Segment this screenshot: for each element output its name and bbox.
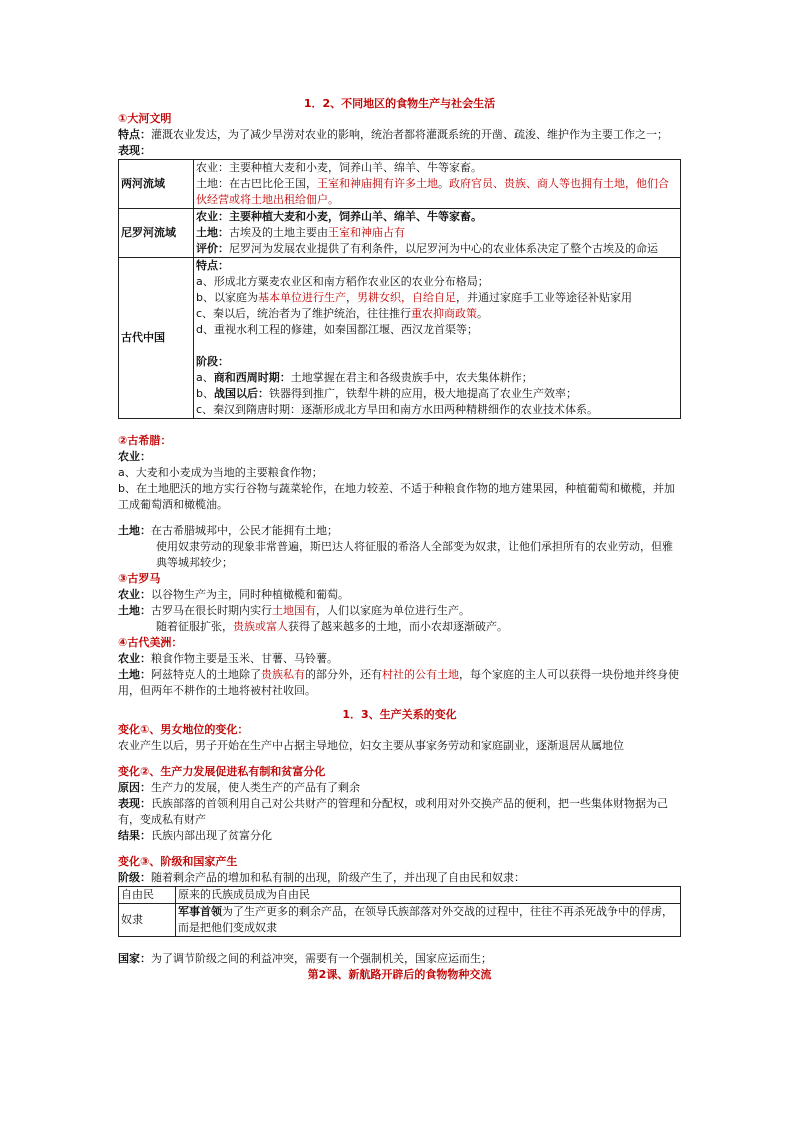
heading-change-1: 变化①、男女地位的变化：	[118, 723, 249, 736]
text-span: 土地掌握在君主和各级贵族手中，农夫集体耕作；	[290, 371, 533, 384]
paragraph-line: 农业产生以后，男子开始在生产中占据主导地位，妇女主要从事家务劳动和家庭副业，逐渐退居从属地位	[118, 739, 624, 752]
cell-line	[196, 176, 678, 208]
paragraph-line	[118, 619, 681, 635]
label-span: 军事首领	[178, 905, 222, 918]
text-span: 生产力的发展，使人类生产的产品有了剩余	[151, 781, 360, 794]
table-cell: 原来的氏族成员成为自由民	[176, 887, 681, 904]
text-span: 氏族内部出现了贫富分化	[151, 829, 272, 842]
paragraph-manifestation	[118, 796, 681, 828]
cell-line	[196, 290, 678, 306]
table-row	[119, 209, 681, 258]
cell-line	[196, 241, 678, 257]
label-class: 阶级：	[118, 871, 151, 884]
cell-line	[196, 370, 678, 386]
label-agriculture: 农业：	[118, 588, 151, 601]
label-reason: 原因：	[118, 781, 151, 794]
text-span: 逐渐形成北方旱田和南方水田两种精耕细作的农业技术体系。	[301, 403, 599, 416]
text-span: a、	[196, 371, 214, 384]
table-row	[119, 887, 681, 904]
text-span: 随着剩余产品的增加和私有制的出现，阶级产生了，并出现了自由民和奴隶：	[151, 871, 525, 884]
content-cell	[194, 258, 681, 419]
text-span: b、	[196, 387, 214, 400]
text-span: 古埃及的土地主要由	[229, 226, 328, 239]
document-page	[118, 96, 681, 982]
cell-line	[196, 225, 678, 241]
spacer	[118, 754, 681, 764]
paragraph-result	[118, 828, 681, 844]
label-state: 国家：	[118, 952, 151, 965]
text-span: 在古希腊城邦中，公民才能拥有土地；	[151, 524, 338, 537]
cell-line: 农业：主要种植大麦和小麦，饲养山羊、绵羊、牛等家畜。	[196, 161, 482, 174]
paragraph-reason	[118, 780, 681, 796]
text-span: 为了调节阶级之间的利益冲突，需要有一个强制机关，国家应运而生；	[151, 952, 492, 965]
label-land: 土地：	[118, 604, 151, 617]
text-span: 土地：在古巴比伦王国，	[196, 177, 317, 190]
highlight-span: 土地国有	[272, 604, 316, 617]
label-span: 评价：	[196, 242, 229, 255]
text-span: 尼罗河为发展农业提供了有利条件，以尼罗河为中心的农业体系决定了整个古埃及的命运	[229, 242, 658, 255]
cell-line	[196, 306, 678, 322]
highlight-span: 政府官员、贵族、商人等也拥有土地，他们合伙经营或将土地出租给佃户。	[196, 177, 669, 206]
cell-line: 农业：主要种植大麦和小麦，饲养山羊、绵羊、牛等家畜。	[196, 210, 482, 223]
text-span: ，每个家庭的主人可以获得一块份地并终身使用，但两年不耕作的土地将被村社收回。	[118, 668, 679, 697]
label-manifestation: 表现：	[118, 144, 151, 157]
spacer	[118, 937, 681, 951]
label-land: 土地：	[118, 668, 151, 681]
lesson-title-2: 第2课、新航路开辟后的食物物种交流	[307, 968, 492, 981]
section-title-1-2: 1．2、不同地区的食物生产与社会生活	[303, 97, 496, 110]
heading-ancient-rome: ③古罗马	[118, 572, 161, 585]
text-features: 灌溉农业发达，为了减少旱涝对农业的影响，统治者都将灌溉系统的开凿、疏浚、维护作为主要工作之一；	[151, 128, 668, 141]
highlight-span: 村社的公有土地	[382, 668, 459, 681]
paragraph-line: 使用奴隶劳动的现象非常普遍，斯巴达人将征服的希洛人全部变为奴隶，让他们承担所有的农业劳动，但雅典等城邦较少；	[156, 540, 673, 569]
highlight-span: 基本单位进行生产	[257, 291, 346, 304]
text-span: 以谷物生产为主，同时种植橄榄和葡萄。	[151, 588, 349, 601]
text-span: 。	[438, 177, 449, 190]
text-span: ，并通过家庭手工业等途径补贴家用	[455, 291, 632, 304]
paragraph-class	[118, 870, 681, 886]
table-row	[119, 904, 681, 937]
text-span: 为了生产更多的剩余产品，在领导氏族部落对外交战的过程中，往往不再杀死战争中的俘虏，而是把他们变成奴隶	[178, 905, 673, 934]
content-cell	[194, 209, 681, 258]
cell-line	[196, 402, 678, 418]
region-cell: 尼罗河流域	[119, 209, 194, 258]
table-cell	[176, 904, 681, 937]
text-span: 氏族部落的首领利用自己对公共财产的管理和分配权，或利用对外交换产品的便利，把一些集体财物据为己有，变成私有财产	[118, 797, 668, 826]
section-title-1-3: 1．3、生产关系的变化	[342, 708, 457, 721]
paragraph-land	[118, 667, 681, 699]
table-row	[119, 160, 681, 209]
spacer	[118, 419, 681, 433]
text-span: 阿兹特克人的土地除了	[151, 668, 261, 681]
text-span: 古罗马在很长时期内实行	[151, 604, 272, 617]
text-span: b、以家庭为	[196, 291, 258, 304]
table-cell: 自由民	[119, 887, 176, 904]
heading-change-2: 变化②、生产力发展促进私有制和贫富分化	[118, 765, 326, 778]
text-span: 的部分外，还有	[305, 668, 382, 681]
paragraph-line: a、大麦和小麦成为当地的主要粮食作物；	[118, 466, 323, 479]
paragraph-land	[118, 603, 681, 619]
highlight-span: 男耕女织，自给自足	[356, 291, 456, 304]
cell-line: 阶段：	[196, 355, 229, 368]
text-span: 。	[477, 307, 489, 320]
text-span: 粮食作物主要是玉米、甘薯、马铃薯。	[151, 652, 338, 665]
cell-line	[196, 386, 678, 402]
content-cell	[194, 160, 681, 209]
label-span: 土地：	[196, 226, 229, 239]
highlight-span: 贵族或富人	[233, 620, 288, 633]
region-cell: 古代中国	[119, 258, 194, 419]
label-agriculture: 农业：	[118, 450, 151, 463]
text-span: 获得了越来越多的土地，而小农却逐渐破产。	[288, 620, 508, 633]
label-result: 结果：	[118, 829, 151, 842]
spacer	[118, 844, 681, 854]
text-span: c、	[196, 403, 214, 416]
heading-ancient-america: ④古代美洲：	[118, 636, 183, 649]
paragraph-land	[118, 523, 681, 539]
cell-line: a、形成北方粟麦农业区和南方稻作农业区的农业分布格局；	[196, 275, 489, 288]
paragraph-state	[118, 951, 681, 967]
label-features: 特点：	[118, 128, 151, 141]
spacer	[118, 513, 681, 523]
text-span: 随着征服扩张，	[156, 620, 233, 633]
highlight-span: 重农抑商政策	[411, 307, 478, 320]
cell-line: 特点：	[196, 259, 229, 272]
cell-line: d、重视水利工程的修建，如秦国都江堰、西汉龙首渠等；	[196, 323, 478, 336]
paragraph-agriculture	[118, 587, 681, 603]
highlight-span: 贵族私有	[261, 668, 305, 681]
heading-ancient-greece: ②古希腊：	[118, 434, 172, 447]
label-land: 土地：	[118, 524, 151, 537]
cell-spacer	[196, 338, 678, 354]
river-civilization-table	[118, 159, 681, 419]
label-span: 商和西周时期：	[213, 371, 291, 384]
heading-change-3: 变化③、阶级和国家产生	[118, 855, 238, 868]
text-span: 铁器得到推广，铁犁牛耕的应用，极大地提高了农业生产效率；	[268, 387, 577, 400]
paragraph-line: b、在土地肥沃的地方实行谷物与蔬菜轮作，在地力较差、不适于种粮食作物的地方建果园，种植葡萄和橄榄，并加工成葡萄酒和橄榄油。	[118, 482, 675, 511]
table-cell: 奴隶	[119, 904, 176, 937]
label-manifestation: 表现：	[118, 797, 151, 810]
text-span: c、秦以后，统治者为了维护统治，往往推行	[196, 307, 412, 320]
paragraph-agriculture	[118, 651, 681, 667]
label-agriculture: 农业：	[118, 652, 151, 665]
spacer	[118, 699, 681, 707]
label-span: 战国以后：	[213, 387, 269, 400]
region-cell: 两河流域	[119, 160, 194, 209]
highlight-span: 王室和神庙占有	[328, 226, 405, 239]
label-span: 秦汉到隋唐时期：	[213, 403, 302, 416]
highlight-span: 王室和神庙拥有许多土地	[317, 177, 438, 190]
table-row	[119, 258, 681, 419]
paragraph-features	[118, 127, 681, 143]
class-table	[118, 886, 681, 937]
text-span: ，人们以家庭为单位进行生产。	[316, 604, 470, 617]
heading-river-civilization: ①大河文明	[118, 112, 172, 125]
text-span: ，	[345, 291, 357, 304]
